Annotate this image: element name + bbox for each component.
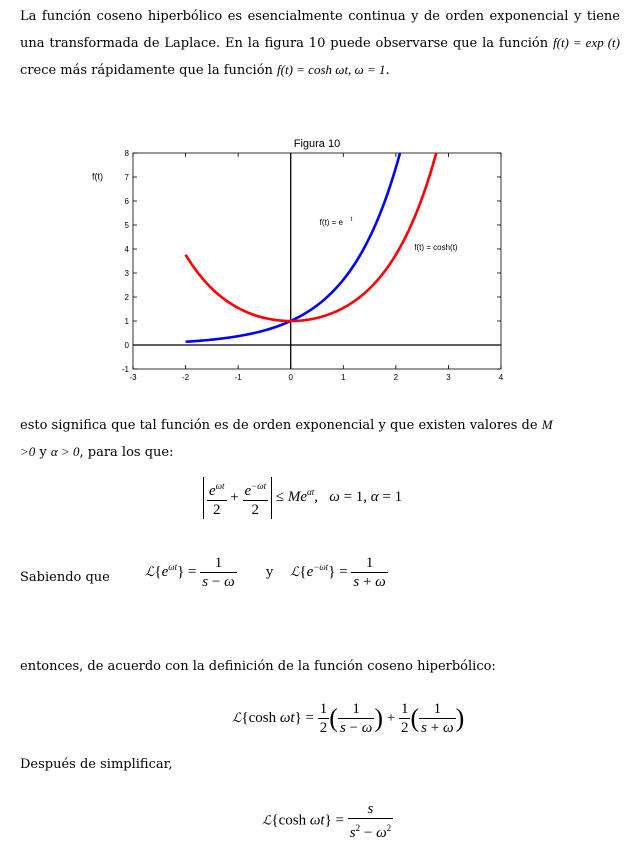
laplace-y (266, 565, 273, 580)
fraction-e-pos (207, 477, 227, 519)
definition-text: entonces, de acuerdo con la definición de la función coseno hiperbólico: (20, 659, 496, 674)
eq3-half-num2: 1 (400, 701, 409, 717)
annotation-cosh: f(t) = cosh(t) (414, 243, 458, 253)
x-tick-label-3: 0 (288, 373, 293, 382)
y-tick-label-5: 4 (124, 245, 129, 254)
x-tick-label-2: -1 (234, 373, 242, 382)
x-tick-label-7: 4 (498, 373, 504, 382)
laplace-exp-pos: $ℒ\{e^{\omega t}\}$ = $\frac{1}{s - \omega}$ (145, 555, 235, 590)
intro-paragraph (20, 4, 620, 84)
eq1-num1: $e^{\omega t}$ (207, 477, 227, 501)
knowing-text: Sabiendo que (20, 570, 110, 585)
x-tick-label-0: -3 (129, 373, 137, 382)
eq1-rhs: ≤ $Me^{\alpha t}$, ω = 1, α = 1 (275, 487, 403, 506)
y-tick-label-8: 7 (124, 173, 129, 182)
eq1-den1: 2 (213, 502, 221, 518)
x-tick-label-6: 3 (446, 373, 451, 382)
order-paragraph (20, 412, 620, 466)
annotation-exp: f(t) = e (319, 218, 343, 227)
y-tick-label-2: 1 (124, 317, 129, 326)
y-tick-label-6: 5 (124, 221, 129, 230)
order-text-c: y (35, 445, 51, 460)
y-tick-label-4: 3 (124, 269, 129, 278)
eq3-half-num1: 1 (319, 701, 328, 717)
chart-title: Figura 10 (293, 138, 341, 150)
eq3-half-den1: 2 (319, 720, 328, 736)
intro-formula-exp: f(t) = exp (t) (553, 35, 620, 50)
fraction-e-neg (243, 477, 269, 519)
eq3-den1: s − ω (339, 720, 373, 736)
simplify-text: Después de simplificar, (20, 757, 173, 772)
order-text-e: , para los que: (79, 445, 174, 460)
y-tick-label-1: 0 (124, 341, 129, 350)
cosh-definition-equation: ℒ{cosh ωt} = $\frac{1}{2}$ ( $\frac{1}{s - \omega}$ ) + $\frac{1}{2}$ ( $\frac{1}{s + \omega}$ ) (232, 701, 465, 736)
order-M: M (541, 417, 553, 432)
intro-formula-cosh: f(t) = cosh ωt, ω = 1 (277, 62, 386, 77)
annotation-exp-sup: t (350, 217, 353, 223)
y-tick-label-3: 2 (124, 293, 129, 302)
order-alpha: α > 0 (50, 444, 80, 459)
laplace-exp-neg: $ℒ\{e^{-\omega t}\}$ = $\frac{1}{s + \omega}$ (290, 555, 386, 590)
intro-text-b: crece más rápidamente que la función (20, 63, 278, 78)
x-tick-label-4: 1 (341, 373, 346, 382)
eq2-den1: s − ω (202, 574, 235, 590)
chart-ylabel: f(t) (92, 171, 103, 182)
simplify-paragraph (20, 752, 620, 778)
eq2-den2: s + ω (353, 574, 386, 590)
x-tick-label-5: 2 (393, 373, 399, 382)
eq3-num1: 1 (338, 700, 374, 719)
eq3-plus: + (386, 709, 396, 726)
y-tick-label-9: 8 (124, 149, 129, 158)
eq4-den: $s^2 - \omega^2$ (349, 823, 392, 841)
knowing-y: y (266, 565, 274, 580)
order-gt0: >0 (20, 444, 36, 459)
definition-paragraph (20, 654, 620, 680)
y-tick-label-7: 6 (124, 197, 129, 206)
eq2-num2: 1 (351, 554, 387, 573)
order-text-a: esto significa que tal función es de orden exponencial y que existen valores de (20, 418, 542, 433)
y-tick-label-0: -1 (121, 365, 129, 374)
eq2-num1: 1 (200, 554, 236, 573)
eq3-den2: s + ω (421, 720, 454, 736)
eq3-num2: 1 (419, 700, 455, 719)
cosh-result-equation: ℒ{cosh ωt} = $\frac{s}{s^2 - \omega^2}$ (262, 801, 392, 841)
intro-text-c: . (385, 63, 390, 78)
eq1-plus: + (230, 489, 239, 506)
eq1-den2: 2 (251, 502, 260, 518)
x-tick-label-1: -2 (182, 373, 190, 382)
eq4-num: s (348, 800, 393, 819)
eq1-num2: $e^{-\omega t}$ (243, 477, 269, 501)
intro-text-a: La función coseno hiperbólico es esencialmente continua y de orden exponencial y tiene una transformada de Laplace. En la figura 10 puede observarse que la función (20, 9, 620, 51)
inequality-equation (203, 477, 402, 519)
eq3-half-den2: 2 (400, 720, 409, 736)
